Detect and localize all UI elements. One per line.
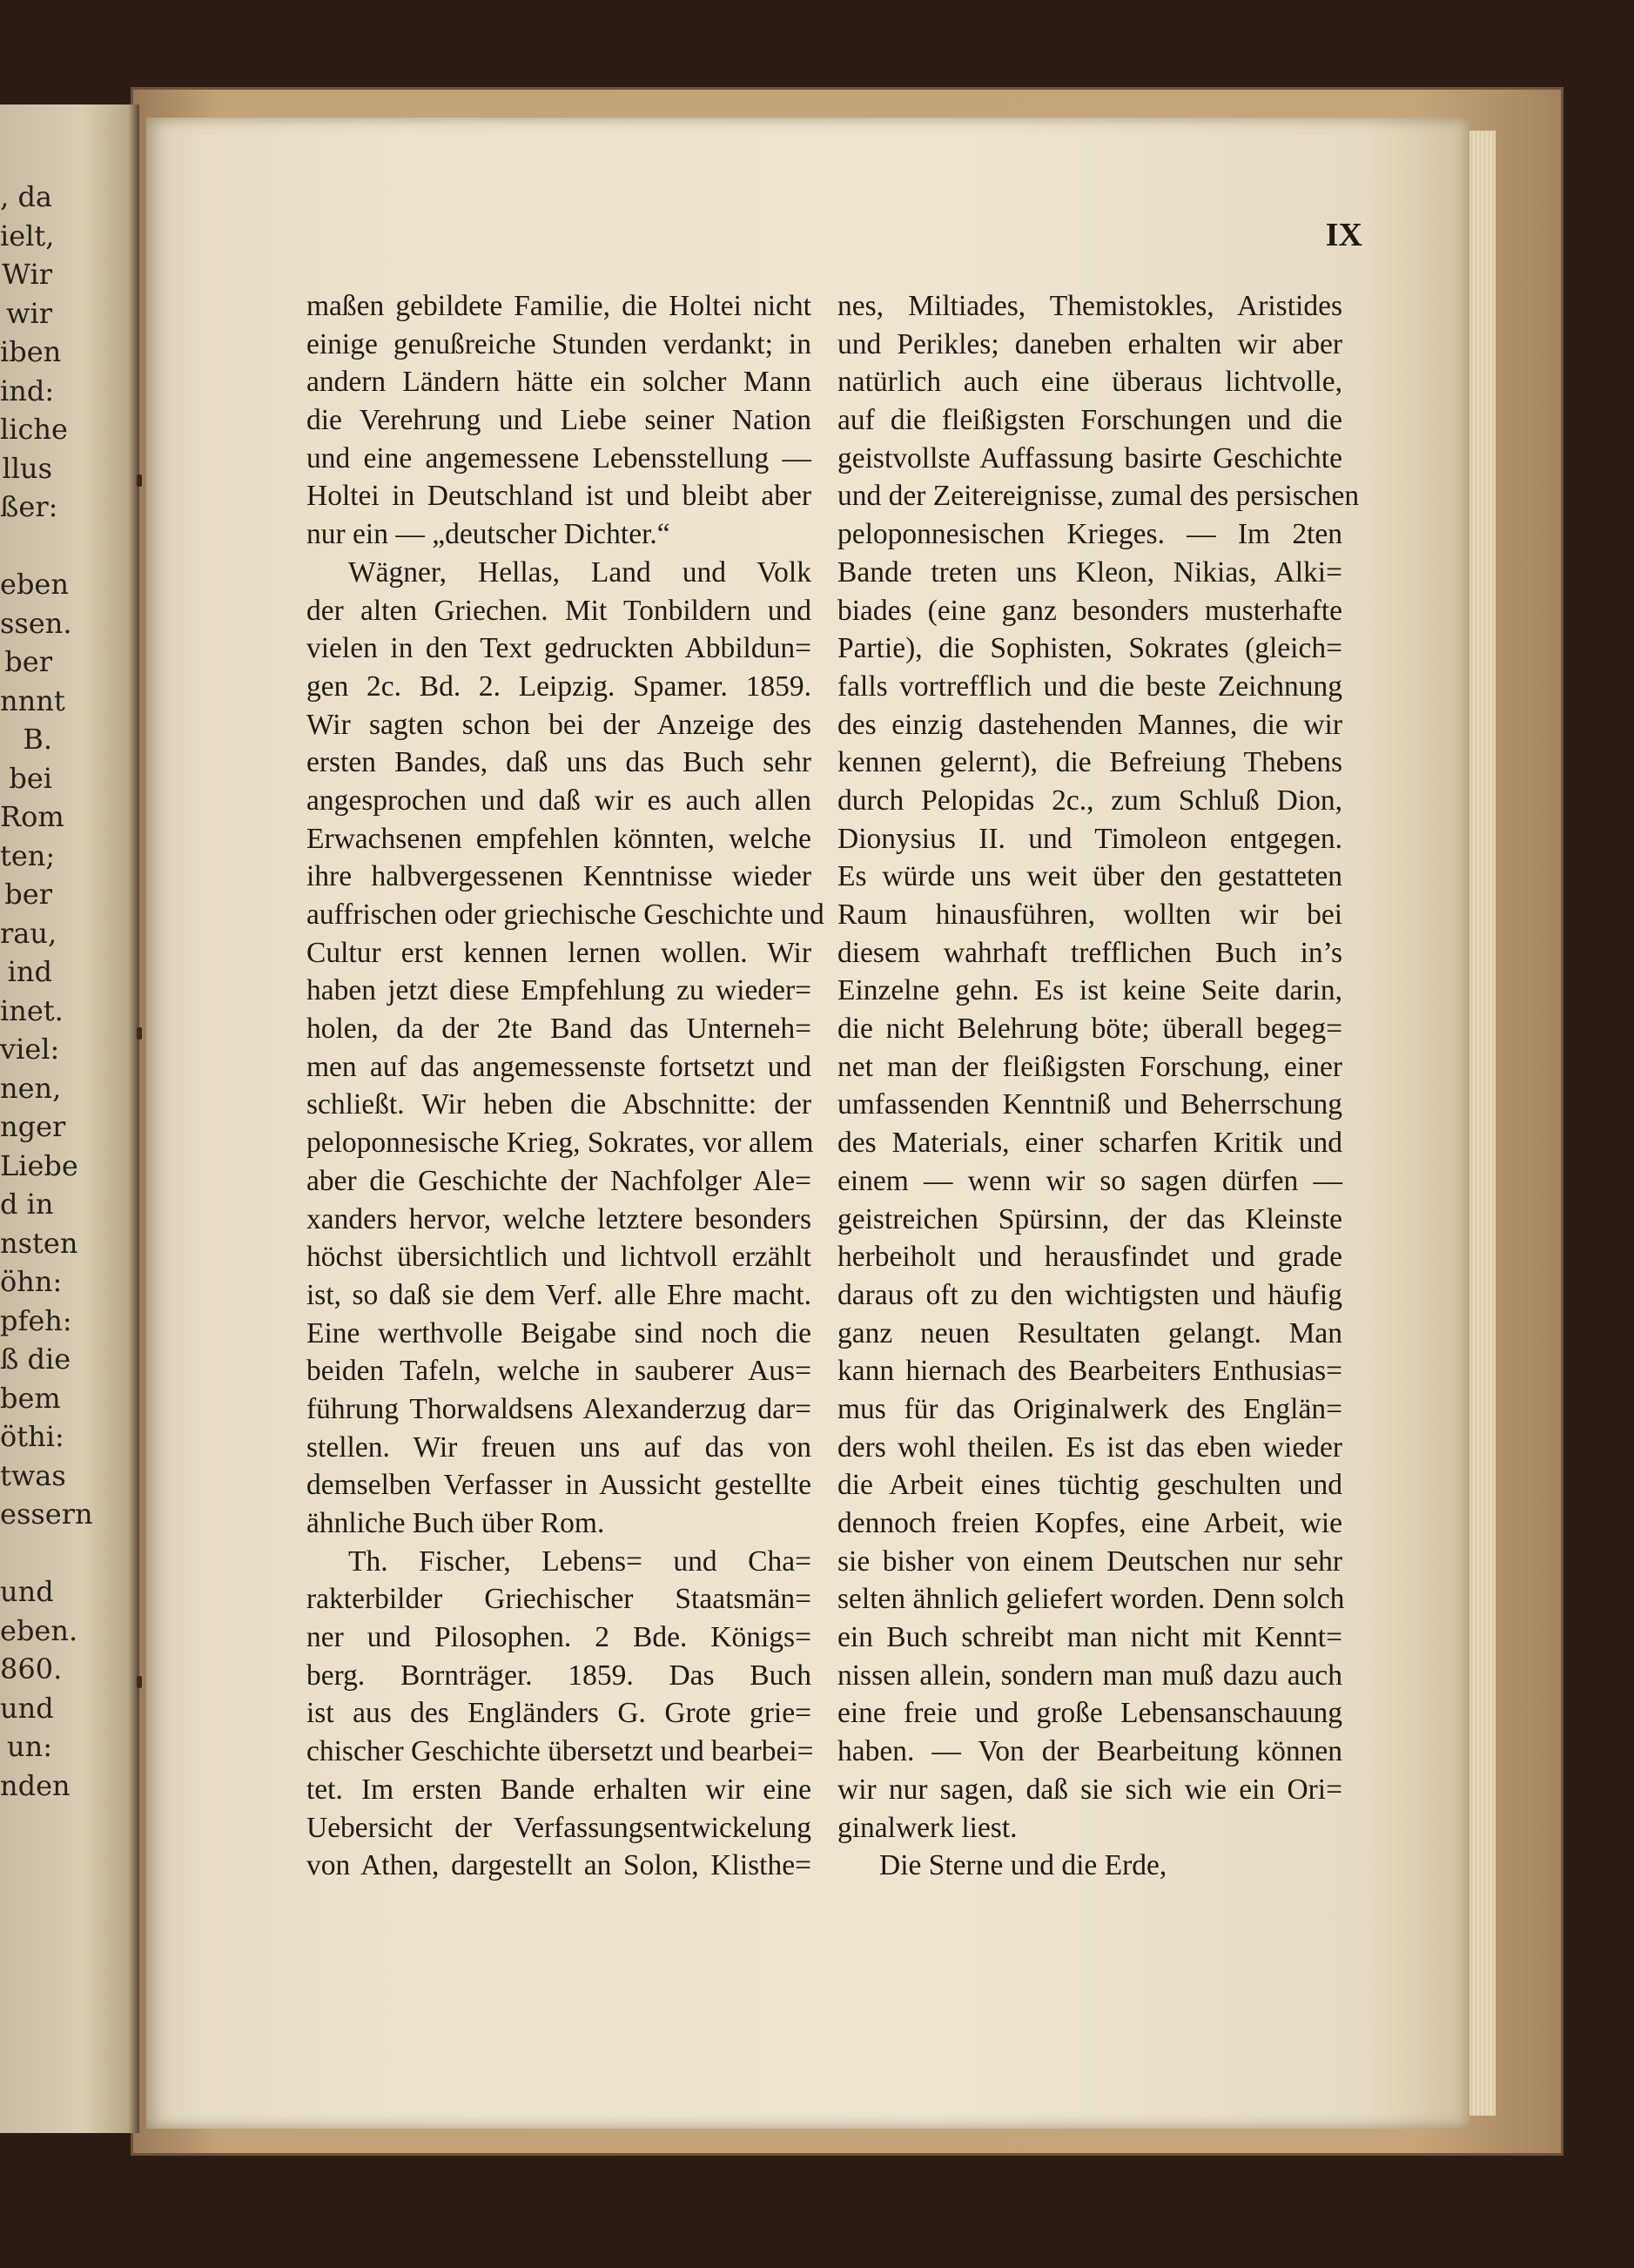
text-line: kennen gelernt), die Befreiung Thebens xyxy=(837,746,1342,779)
left-page-text-fragment: B. xyxy=(23,723,52,756)
left-page-text-fragment: essern xyxy=(0,1497,93,1531)
text-line: Raum hinausführen, wollten wir bei xyxy=(837,898,1342,931)
left-page-text-fragment: bem xyxy=(0,1381,61,1415)
text-line: peloponnesischen Krieges. — Im 2ten xyxy=(837,518,1342,551)
text-line: von Athen, dargestellt an Solon, Klisthe= xyxy=(306,1849,811,1882)
text-line: xanders hervor, welche letztere besonders xyxy=(306,1202,811,1235)
text-line: der alten Griechen. Mit Tonbildern und xyxy=(306,594,811,627)
left-page-text-fragment: öhn: xyxy=(0,1265,63,1298)
text-line: daraus oft zu den wichtigsten und häufig xyxy=(837,1278,1342,1311)
spine-stitch-mark xyxy=(137,1676,142,1688)
text-line: natürlich auch eine überaus lichtvolle, xyxy=(837,366,1342,399)
text-line: ist aus des Engländers G. Grote grie= xyxy=(306,1697,811,1730)
text-line: Wägner, Hellas, Land und Volk xyxy=(348,555,811,589)
left-page-text-fragment: liche xyxy=(0,413,68,446)
text-line: ein Buch schreibt man nicht mit Kennt= xyxy=(837,1621,1342,1654)
left-page-text-fragment: wir xyxy=(6,296,52,330)
text-line: schließt. Wir heben die Abschnitte: der xyxy=(306,1088,811,1121)
text-column-left xyxy=(306,287,824,1885)
text-line: des Materials, einer scharfen Kritik und xyxy=(837,1127,1342,1160)
left-page-text-fragment: eben xyxy=(0,568,69,601)
text-line: die Verehrung und Liebe seiner Nation xyxy=(306,404,811,437)
text-line: ner und Pilosophen. 2 Bde. Königs= xyxy=(306,1621,811,1654)
text-line: net man der fleißigsten Forschung, einer xyxy=(837,1050,1342,1083)
text-line: maßen gebildete Familie, die Holtei nicht xyxy=(306,290,811,322)
text-line: Th. Fischer, Lebens= und Cha= xyxy=(348,1545,811,1578)
left-page-text-fragment: ind xyxy=(7,955,52,988)
left-page-text-fragment: ten; xyxy=(0,838,56,872)
text-line: dennoch freien Kopfes, eine Arbeit, wie xyxy=(837,1507,1342,1539)
text-line: führung Thorwaldsens Alexanderzug dar= xyxy=(306,1392,811,1425)
text-line: Die Sterne und die Erde, xyxy=(879,1849,1167,1882)
left-page-text-fragment: ielt, xyxy=(0,219,55,252)
text-line: Einzelne gehn. Es ist keine Seite darin, xyxy=(837,974,1342,1007)
page-edges xyxy=(1469,131,1496,2116)
left-page-text-fragment: pfeh: xyxy=(0,1303,72,1337)
text-line: haben jetzt diese Empfehlung zu wieder= xyxy=(306,974,811,1007)
text-line: andern Ländern hätte ein solcher Mann xyxy=(306,366,811,399)
text-line: biades (eine ganz besonders musterhafte xyxy=(837,594,1342,627)
text-line: selten ähnlich geliefert worden. Denn solch xyxy=(837,1583,1345,1616)
text-line: aber die Geschichte der Nachfolger Ale= xyxy=(306,1164,811,1197)
left-page-text-fragment: öthi: xyxy=(0,1420,64,1453)
text-line: ihre halbvergessenen Kenntnisse wieder xyxy=(306,860,811,893)
left-page-text-fragment: nnnt xyxy=(0,683,65,717)
text-line: eine freie und große Lebensanschauung xyxy=(837,1697,1342,1730)
left-page-text-fragment: nen, xyxy=(0,1071,62,1105)
left-page-text-fragment: Rom xyxy=(0,800,64,833)
text-line: und eine angemessene Lebensstellung — xyxy=(306,441,811,474)
left-page-text-fragment: llus xyxy=(2,451,52,485)
spine-stitch-mark xyxy=(137,1027,142,1040)
text-line: die nicht Belehrung böte; überall begeg= xyxy=(837,1013,1342,1046)
left-page-text-fragment: inet. xyxy=(0,993,64,1027)
text-line: ähnliche Buch über Rom. xyxy=(306,1507,605,1539)
text-line: demselben Verfasser in Aussicht gestellte xyxy=(306,1469,811,1502)
text-line: und der Zeitereignisse, zumal des persischen xyxy=(837,480,1360,513)
text-line: umfassenden Kenntniß und Beherrschung xyxy=(837,1088,1342,1121)
text-line: einem — wenn wir so sagen dürfen — xyxy=(837,1164,1342,1197)
text-line: höchst übersichtlich und lichtvoll erzählt xyxy=(306,1241,811,1274)
text-line: geistvollste Auffassung basirte Geschichte xyxy=(837,441,1342,474)
text-line: ginalwerk liest. xyxy=(837,1811,1018,1844)
text-line: vielen in den Text gedruckten Abbildun= xyxy=(306,632,811,665)
left-page-text-fragment: nger xyxy=(0,1110,66,1143)
text-line: sie bisher von einem Deutschen nur sehr xyxy=(837,1545,1342,1578)
text-line: diesem wahrhaft trefflichen Buch in’s xyxy=(837,936,1342,969)
left-page-text-fragment: 860. xyxy=(0,1652,63,1686)
page-number: IX xyxy=(1325,217,1362,253)
left-page-text-fragment: un: xyxy=(7,1730,52,1763)
text-line: men auf das angemessenste fortsetzt und xyxy=(306,1050,811,1083)
left-page-text-fragment: ind: xyxy=(0,374,55,407)
left-page-text-fragment: und xyxy=(0,1575,54,1608)
text-line: und Perikles; daneben erhalten wir aber xyxy=(837,327,1342,360)
text-line: auffrischen oder griechische Geschichte und xyxy=(306,898,824,931)
text-line: stellen. Wir freuen uns auf das von xyxy=(306,1430,811,1464)
left-page-text-fragment: iben xyxy=(0,335,62,368)
left-page-text-fragment: eben. xyxy=(0,1613,78,1647)
text-line: tet. Im ersten Bande erhalten wir eine xyxy=(306,1773,811,1806)
text-line: ganz neuen Resultaten gelangt. Man xyxy=(837,1316,1342,1349)
text-line: holen, da der 2te Band das Unterneh= xyxy=(306,1013,811,1046)
text-line: ist, so daß sie dem Verf. alle Ehre macht. xyxy=(306,1278,811,1311)
left-page-text-fragment: viel: xyxy=(0,1033,60,1066)
left-page-text-fragment: ß die xyxy=(0,1343,71,1376)
text-line: Holtei in Deutschland ist und bleibt aber xyxy=(306,480,811,513)
left-page-text-fragment: bei xyxy=(9,761,52,795)
left-page-text-fragment: und xyxy=(0,1691,54,1725)
text-line: peloponnesische Krieg, Sokrates, vor allem xyxy=(306,1127,814,1160)
text-line: angesprochen und daß wir es auch allen xyxy=(306,784,811,817)
text-line: haben. — Von der Bearbeitung können xyxy=(837,1735,1342,1768)
text-line: rakterbilder Griechischer Staatsmän= xyxy=(306,1583,811,1616)
text-line: einige genußreiche Stunden verdankt; in xyxy=(306,327,811,360)
text-line: Bande treten uns Kleon, Nikias, Alki= xyxy=(837,555,1342,589)
left-page-text-fragment: twas xyxy=(0,1458,66,1492)
text-line: des einzig dastehenden Mannes, die wir xyxy=(837,708,1342,741)
left-page-text-fragment: ßer: xyxy=(0,490,58,523)
left-page-text-fragment: ssen. xyxy=(0,606,72,640)
left-facing-page xyxy=(0,104,139,2133)
text-line: geistreichen Spürsinn, der das Kleinste xyxy=(837,1202,1342,1235)
text-line: auf die fleißigsten Forschungen und die xyxy=(837,404,1342,437)
left-page-text-fragment: nsten xyxy=(0,1226,78,1260)
text-line: mus für das Originalwerk des Englän= xyxy=(837,1392,1342,1425)
text-line: Eine werthvolle Beigabe sind noch die xyxy=(306,1316,811,1349)
text-line: nes, Miltiades, Themistokles, Aristides xyxy=(837,290,1342,322)
text-line: Cultur erst kennen lernen wollen. Wir xyxy=(306,936,811,969)
text-line: kann hiernach des Bearbeiters Enthusias= xyxy=(837,1355,1342,1388)
text-line: chischer Geschichte übersetzt und bearbei= xyxy=(306,1735,814,1768)
left-page-text-fragment: Wir xyxy=(2,258,52,291)
left-page-text-fragment: Liebe xyxy=(0,1148,78,1182)
text-line: wir nur sagen, daß sie sich wie ein Ori= xyxy=(837,1773,1342,1806)
text-line: Dionysius II. und Timoleon entgegen. xyxy=(837,822,1342,855)
left-page-text-fragment: rau, xyxy=(0,916,57,950)
text-line: gen 2c. Bd. 2. Leipzig. Spamer. 1859. xyxy=(306,670,811,703)
left-page-text-fragment: d in xyxy=(0,1188,54,1221)
text-line: ersten Bandes, daß uns das Buch sehr xyxy=(306,746,811,779)
text-line: herbeiholt und herausfindet und grade xyxy=(837,1241,1342,1274)
left-page-text-fragment: , da xyxy=(0,180,52,213)
text-line: Uebersicht der Verfassungsentwickelung xyxy=(306,1811,811,1844)
text-line: Erwachsenen empfehlen könnten, welche xyxy=(306,822,811,855)
text-line: die Arbeit eines tüchtig geschulten und xyxy=(837,1469,1342,1502)
left-page-text-fragment: nden xyxy=(0,1768,71,1802)
text-line: beiden Tafeln, welche in sauberer Aus= xyxy=(306,1355,811,1388)
text-line: nur ein — „deutscher Dichter.“ xyxy=(306,518,670,551)
text-line: nissen allein, sondern man muß dazu auch xyxy=(837,1659,1342,1692)
text-line: ders wohl theilen. Es ist das eben wieder xyxy=(837,1430,1342,1464)
left-page-text-fragment: ber xyxy=(4,878,52,911)
text-line: falls vortrefflich und die beste Zeichnung xyxy=(837,670,1342,703)
text-line: Partie), die Sophisten, Sokrates (gleich= xyxy=(837,632,1342,665)
text-line: berg. Bornträger. 1859. Das Buch xyxy=(306,1659,811,1692)
text-line: durch Pelopidas 2c., zum Schluß Dion, xyxy=(837,784,1342,817)
text-line: Es würde uns weit über den gestatteten xyxy=(837,860,1342,893)
spine-stitch-mark xyxy=(137,474,142,487)
text-line: Wir sagten schon bei der Anzeige des xyxy=(306,708,811,741)
text-column-right xyxy=(837,287,1360,1885)
left-page-text-fragment: ber xyxy=(4,645,52,678)
